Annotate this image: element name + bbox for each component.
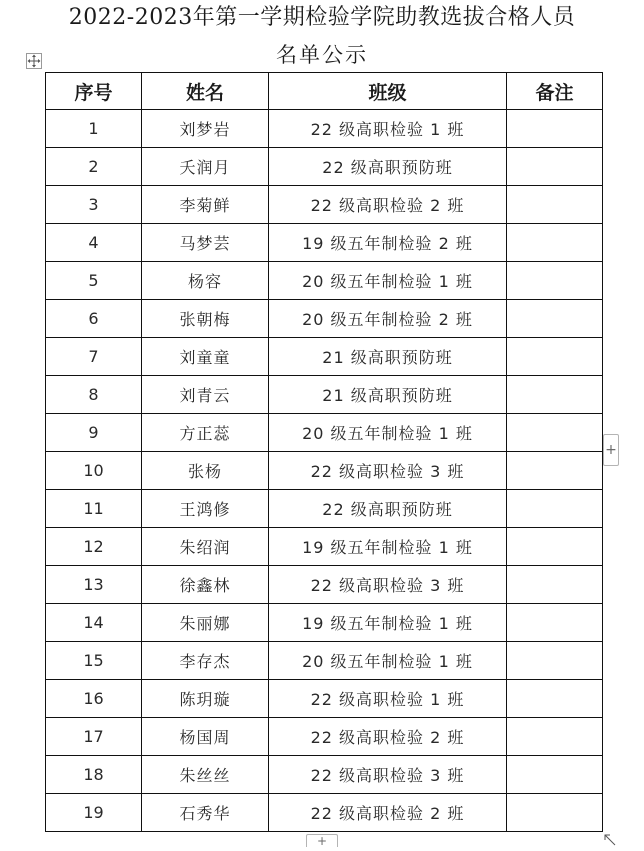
row-name-cell: 杨容 bbox=[142, 262, 269, 300]
table-row bbox=[46, 452, 603, 490]
row-index-cell: 15 bbox=[46, 642, 142, 680]
row-remark-cell bbox=[507, 148, 603, 186]
table-row bbox=[46, 756, 603, 794]
row-class-cell: 19 级五年制检验 1 班 bbox=[269, 528, 507, 566]
row-class-cell: 20 级五年制检验 2 班 bbox=[269, 300, 507, 338]
row-class-cell: 20 级五年制检验 1 班 bbox=[269, 642, 507, 680]
row-name-cell: 朱丝丝 bbox=[142, 756, 269, 794]
table-row bbox=[46, 566, 603, 604]
table-move-handle[interactable] bbox=[26, 53, 42, 69]
header-remark: 备注 bbox=[507, 73, 603, 110]
row-remark-cell bbox=[507, 756, 603, 794]
table-row bbox=[46, 262, 603, 300]
row-remark-cell bbox=[507, 186, 603, 224]
row-index-cell: 16 bbox=[46, 680, 142, 718]
row-index-cell: 13 bbox=[46, 566, 142, 604]
table-row bbox=[46, 490, 603, 528]
table-row bbox=[46, 680, 603, 718]
row-name-cell: 马梦芸 bbox=[142, 224, 269, 262]
row-remark-cell bbox=[507, 110, 603, 148]
row-index-cell: 4 bbox=[46, 224, 142, 262]
table-row bbox=[46, 186, 603, 224]
table-row bbox=[46, 148, 603, 186]
table-row bbox=[46, 338, 603, 376]
row-name-cell: 刘童童 bbox=[142, 338, 269, 376]
four-arrow-move-icon bbox=[27, 54, 41, 68]
row-index-cell: 5 bbox=[46, 262, 142, 300]
row-class-cell: 22 级高职检验 3 班 bbox=[269, 756, 507, 794]
row-remark-cell bbox=[507, 300, 603, 338]
add-column-button[interactable]: + bbox=[603, 434, 619, 466]
row-index-cell: 11 bbox=[46, 490, 142, 528]
row-class-cell: 22 级高职检验 2 班 bbox=[269, 794, 507, 832]
header-index: 序号 bbox=[46, 73, 142, 110]
row-class-cell: 20 级五年制检验 1 班 bbox=[269, 414, 507, 452]
row-index-cell: 9 bbox=[46, 414, 142, 452]
row-remark-cell bbox=[507, 490, 603, 528]
row-index-cell: 17 bbox=[46, 718, 142, 756]
row-class-cell: 22 级高职检验 3 班 bbox=[269, 566, 507, 604]
row-name-cell: 朱丽娜 bbox=[142, 604, 269, 642]
header-name: 姓名 bbox=[142, 73, 269, 110]
row-name-cell: 陈玥璇 bbox=[142, 680, 269, 718]
row-class-cell: 22 级高职检验 2 班 bbox=[269, 186, 507, 224]
table-row bbox=[46, 794, 603, 832]
table-resize-handle[interactable] bbox=[603, 832, 617, 846]
row-remark-cell bbox=[507, 604, 603, 642]
row-index-cell: 3 bbox=[46, 186, 142, 224]
row-name-cell: 张杨 bbox=[142, 452, 269, 490]
row-name-cell: 徐鑫林 bbox=[142, 566, 269, 604]
row-remark-cell bbox=[507, 794, 603, 832]
row-name-cell: 王鸿修 bbox=[142, 490, 269, 528]
add-row-button[interactable]: + bbox=[306, 834, 338, 847]
row-name-cell: 方正蕊 bbox=[142, 414, 269, 452]
row-remark-cell bbox=[507, 414, 603, 452]
row-index-cell: 8 bbox=[46, 376, 142, 414]
row-name-cell: 夭润月 bbox=[142, 148, 269, 186]
row-remark-cell bbox=[507, 452, 603, 490]
row-index-cell: 2 bbox=[46, 148, 142, 186]
row-index-cell: 6 bbox=[46, 300, 142, 338]
table-row bbox=[46, 414, 603, 452]
row-remark-cell bbox=[507, 718, 603, 756]
row-index-cell: 1 bbox=[46, 110, 142, 148]
row-name-cell: 张朝梅 bbox=[142, 300, 269, 338]
row-index-cell: 10 bbox=[46, 452, 142, 490]
row-class-cell: 22 级高职检验 1 班 bbox=[269, 680, 507, 718]
row-class-cell: 22 级高职检验 3 班 bbox=[269, 452, 507, 490]
table-header-row bbox=[46, 73, 603, 110]
row-class-cell: 20 级五年制检验 1 班 bbox=[269, 262, 507, 300]
table-row bbox=[46, 642, 603, 680]
row-index-cell: 14 bbox=[46, 604, 142, 642]
row-remark-cell bbox=[507, 338, 603, 376]
row-index-cell: 12 bbox=[46, 528, 142, 566]
row-name-cell: 李菊鲜 bbox=[142, 186, 269, 224]
row-index-cell: 19 bbox=[46, 794, 142, 832]
row-index-cell: 18 bbox=[46, 756, 142, 794]
row-class-cell: 22 级高职预防班 bbox=[269, 148, 507, 186]
row-remark-cell bbox=[507, 376, 603, 414]
document-title: 2022-2023年第一学期检验学院助教选拔合格人员 bbox=[68, 5, 576, 30]
row-remark-cell bbox=[507, 262, 603, 300]
row-name-cell: 李存杰 bbox=[142, 642, 269, 680]
row-name-cell: 石秀华 bbox=[142, 794, 269, 832]
row-class-cell: 21 级高职预防班 bbox=[269, 376, 507, 414]
row-remark-cell bbox=[507, 528, 603, 566]
row-class-cell: 22 级高职检验 1 班 bbox=[269, 110, 507, 148]
table-row bbox=[46, 110, 603, 148]
row-name-cell: 刘梦岩 bbox=[142, 110, 269, 148]
diagonal-resize-icon bbox=[603, 833, 617, 847]
table-row bbox=[46, 718, 603, 756]
row-remark-cell bbox=[507, 642, 603, 680]
roster-table bbox=[45, 72, 603, 832]
table-row bbox=[46, 528, 603, 566]
row-index-cell: 7 bbox=[46, 338, 142, 376]
table-row bbox=[46, 376, 603, 414]
row-class-cell: 22 级高职检验 2 班 bbox=[269, 718, 507, 756]
row-remark-cell bbox=[507, 566, 603, 604]
row-name-cell: 朱绍润 bbox=[142, 528, 269, 566]
row-class-cell: 22 级高职预防班 bbox=[269, 490, 507, 528]
table-row bbox=[46, 224, 603, 262]
row-remark-cell bbox=[507, 680, 603, 718]
row-name-cell: 杨国周 bbox=[142, 718, 269, 756]
table-row bbox=[46, 300, 603, 338]
document-subtitle: 名单公示 bbox=[276, 43, 368, 67]
row-remark-cell bbox=[507, 224, 603, 262]
table-row bbox=[46, 604, 603, 642]
row-class-cell: 19 级五年制检验 1 班 bbox=[269, 604, 507, 642]
row-class-cell: 21 级高职预防班 bbox=[269, 338, 507, 376]
row-class-cell: 19 级五年制检验 2 班 bbox=[269, 224, 507, 262]
header-class: 班级 bbox=[269, 73, 507, 110]
row-name-cell: 刘青云 bbox=[142, 376, 269, 414]
